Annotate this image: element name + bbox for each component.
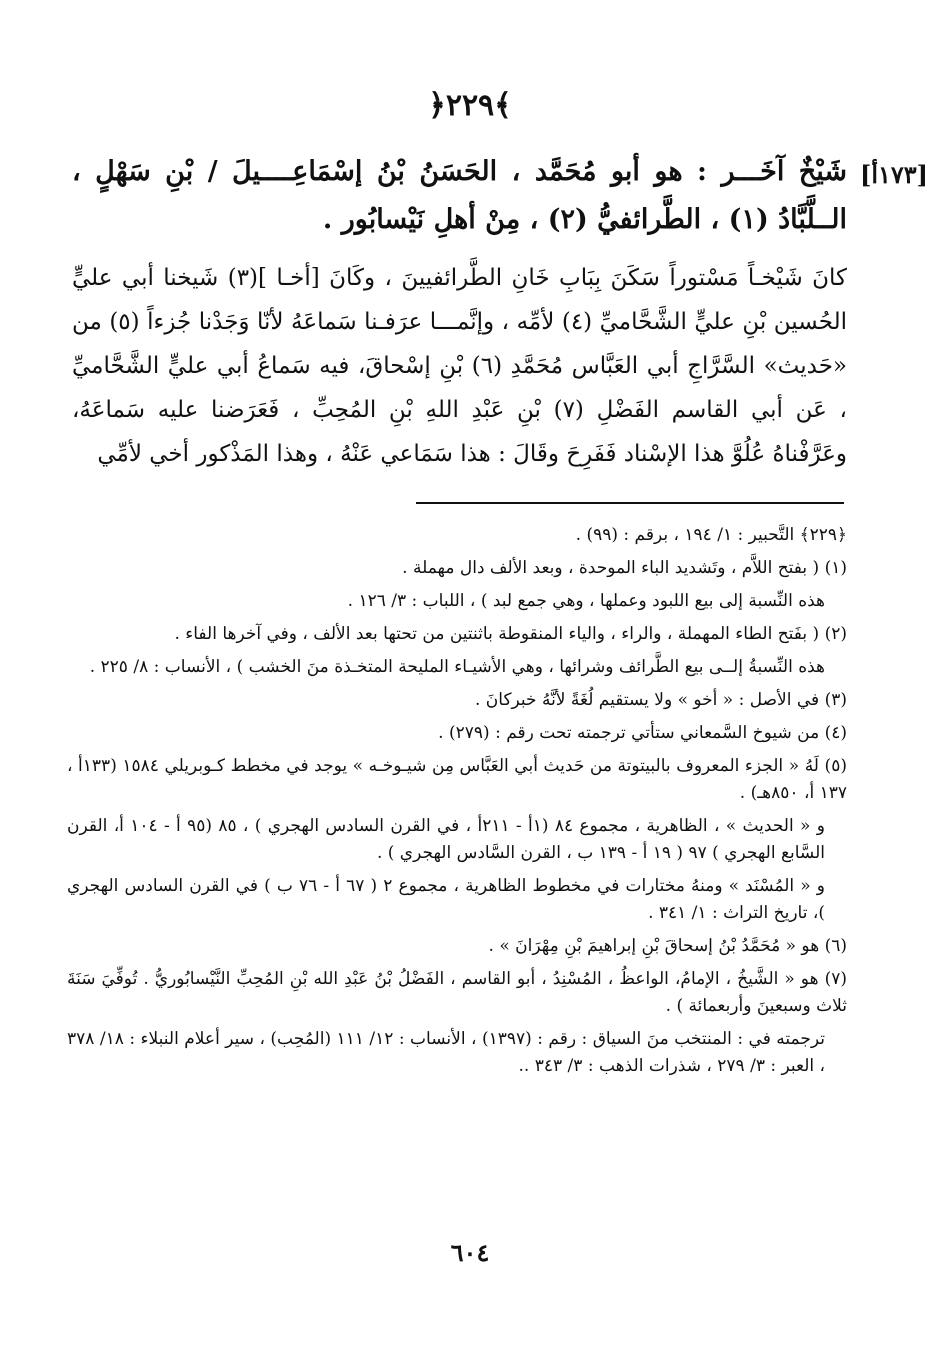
footnote-1: (١) ( بفتح اللاَّم ، وتَشديد الباء الموحدة ، وبعد الألف دال مهملة . bbox=[402, 558, 847, 578]
footnote-5: (٥) لَهُ « الجزء المعروف بالبيتوتة من حَديث أبي العَبَّاس مِن شيـوخـه » يوجد في مخطط كـوبريلي ١٥٨٤ (١٣٣أ ، ١٣٧ أ، ٨٥٠هـ) . bbox=[67, 756, 847, 803]
footnote-divider bbox=[416, 502, 844, 504]
entry-body: كانَ شَيْخـاً مَسْتوراً سَكَنَ بِبَابِ خَانِ الطَّرائفيينَ ، وكَانَ [أخـا ](٣) شَيخنا أبي عليٍّ الحُسين بْنِ عليٍّ الشَّحَّاميِّ (٤) لأمِّه ، وإنَّمـــا عرَفـنا سَماعَهُ لأنّا وَجَدْنا جُزءاً (٥) من «حَديث» السَّرَّاجِ أبي العَبَّاس مُحَمَّدِ (٦) بْنِ إسْحاقَ، فيه سَماعُ أبي عليٍّ الشَّحَّاميِّ ، عَن أبي القاسم الفَضْلِ (٧) بْنِ عَبْدِ اللهِ بْنِ المُحِبِّ ، فَعَرَضنا عليه سَماعَهُ، وعَرَّفْناهُ عُلُوَّ هذا الإسْناد فَفَرِحَ وقَالَ : هذا سَمَاعي عَنْهُ ، وهذا المَذْكور أخي لأمِّي bbox=[72, 265, 847, 467]
page-number: ٦٠٤ bbox=[450, 1238, 490, 1267]
footnote-1-continued: هذه النِّسبة إلى بيع اللبود وعملها ، وهي جمع لبد ) ، اللباب : ٣/ ١٢٦ . bbox=[347, 591, 825, 611]
footnote-5-continued-b: و « المُسْنَد » ومنهُ مختارات في مخطوط الظاهرية ، مجموع ٢ ( ٦٧ أ - ٧٦ ب ) في القرن السادس الهجري )، تاريخ التراث : ١/ ٣٤١ . bbox=[67, 876, 825, 923]
footnote-2-continued: هذه النِّسبةُ إلــى بيع الطَّرائف وشرائها ، وهي الأشيـاء المليحة المتخـذة منَ الخشب ) ، الأنساب : ٨/ ٢٢٥ . bbox=[89, 657, 825, 677]
footnote-6: (٦) هو « مُحَمَّدُ بْنُ إسحاقَ بْنِ إبراهيمَ بْنِ مِهْرَانَ » . bbox=[488, 936, 847, 956]
manuscript-folio-reference: [١٧٣أ] bbox=[859, 160, 929, 189]
entry-number: ﴿٢٢٩﴾ bbox=[428, 88, 512, 123]
footnotes bbox=[67, 522, 847, 1086]
footnote-5-continued-a: و « الحديث » ، الظاهرية ، مجموع ٨٤ (١أ - ٢١١أ ، في القرن السادس الهجري ) ، ٨٥ (٩٥ أ - ١٠٤ أ، القرن السَّابع الهجري ) ٩٧ ( ١٩ أ - ١٣٩ ب ، القرن السَّادس الهجري ) . bbox=[67, 816, 825, 863]
footnote-source: ﴿٢٢٩﴾ التَّحبير : ١/ ١٩٤ ، برقم : (٩٩) . bbox=[575, 525, 847, 545]
footnote-3: (٣) في الأصل : « أخو » ولا يستقيم لُغَةً لأنَّهُ خبركانَ . bbox=[474, 690, 847, 710]
footnote-7-continued: ترجمته في : المنتخب منَ السياق : رقم : (١٣٩٧) ، الأنساب : ١٢/ ١١١ (المُحِب) ، سير أعلام النبلاء : ١٨/ ٣٧٨ ، العبر : ٣/ ٢٧٩ ، شذرات الذهب : ٣/ ٣٤٣ .. bbox=[67, 1029, 825, 1076]
entry-heading: شَيْخٌ آخَـــر : هو أبو مُحَمَّد ، الحَسَنُ بْنُ إسْمَاعِــــيلَ / بْنِ سَهْلٍ ، الــلَّبَّادُ (١) ، الطَّرائفيُّ (٢) ، مِنْ أهلِ نَيْسابُور . bbox=[72, 156, 847, 235]
footnote-7: (٧) هو « الشَّيخُ ، الإمامُ، الواعظُ ، المُسْنِدُ ، أبو القاسم ، الفَضْلُ بْنُ عَبْدِ الله بْنِ المُحِبِّ النَّيْسابُوريُّ . تُوفِّيَ سَنَةَ ثلاث وسبعينَ وأربعمائة ) . bbox=[67, 969, 847, 1016]
footnote-4: (٤) من شيوخ السَّمعاني ستأتي ترجمته تحت رقم : (٢٧٩) . bbox=[438, 723, 847, 743]
footnote-2: (٢) ( بفَتح الطاء المهملة ، والراء ، والياء المنقوطة باثنتين من تحتها بعد الألف ، وفي آخرها الفاء . bbox=[174, 624, 847, 644]
